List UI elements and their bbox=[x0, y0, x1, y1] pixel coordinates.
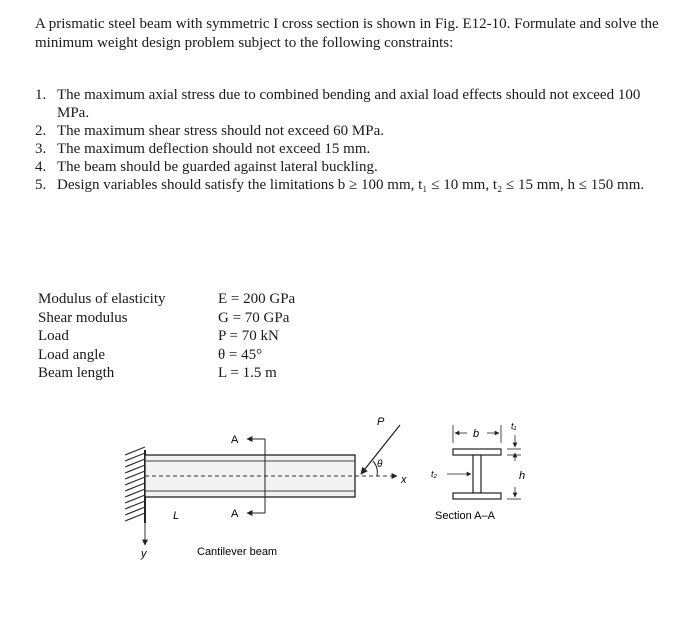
property-row bbox=[38, 346, 295, 365]
property-row bbox=[38, 290, 295, 309]
constraint-number: 4. bbox=[35, 159, 47, 175]
dim-t1-label: t₁ bbox=[511, 421, 517, 431]
property-label: Beam length bbox=[38, 365, 115, 381]
constraint-number: 2. bbox=[35, 123, 47, 139]
constraint-text: The beam should be guarded against lateral buckling. bbox=[57, 159, 378, 175]
constraints-list bbox=[35, 86, 675, 194]
property-value: θ = 45° bbox=[218, 346, 263, 363]
caption-section: Section A–A bbox=[435, 510, 495, 522]
property-label: Modulus of elasticity bbox=[38, 291, 166, 307]
fixed-wall bbox=[123, 447, 145, 523]
problem-intro: A prismatic steel beam with symmetric I cross section is shown in Fig. E12-10. Formulate and solve the minimum weight design problem subject to the following constraints: bbox=[35, 16, 659, 51]
property-label: Load bbox=[38, 328, 69, 344]
y-axis-label: y bbox=[141, 548, 147, 560]
property-value: E = 200 GPa bbox=[218, 291, 296, 307]
constraint-text: The maximum deflection should not exceed 15 mm. bbox=[57, 141, 371, 157]
constraint-item bbox=[35, 86, 675, 122]
property-value: P = 70 kN bbox=[218, 328, 279, 344]
dim-b-label: b bbox=[473, 428, 480, 440]
constraint-number: 5. bbox=[35, 177, 47, 193]
section-label-top: A bbox=[231, 434, 239, 446]
section-label-bottom: A bbox=[231, 508, 239, 520]
angle-label: θ bbox=[377, 459, 383, 470]
constraint-text: Design variables should satisfy the limitations b ≥ 100 mm, t₁ ≤ 10 mm, t₂ ≤ 15 mm, h ≤ 150 mm. bbox=[57, 177, 645, 193]
constraint-item bbox=[35, 158, 675, 176]
beam-figure bbox=[115, 395, 585, 605]
dim-t2-label: t₂ bbox=[431, 469, 437, 479]
constraint-item bbox=[35, 122, 675, 140]
constraint-number: 3. bbox=[35, 141, 47, 157]
constraint-item bbox=[35, 140, 675, 158]
x-axis-label: x bbox=[401, 474, 407, 486]
constraint-text: The maximum axial stress due to combined bending and axial load effects should not exceed 100 MPa. bbox=[57, 87, 641, 121]
constraint-number: 1. bbox=[35, 87, 47, 103]
constraint-text: The maximum shear stress should not exceed 60 MPa. bbox=[57, 123, 385, 139]
property-row bbox=[38, 327, 295, 346]
property-label: Load angle bbox=[38, 346, 106, 363]
property-row bbox=[38, 364, 295, 383]
constraint-item bbox=[35, 176, 675, 194]
property-value: L = 1.5 m bbox=[218, 365, 277, 381]
property-value: G = 70 GPa bbox=[218, 309, 290, 326]
property-label: Shear modulus bbox=[38, 309, 128, 326]
material-properties-table bbox=[38, 290, 295, 383]
caption-cantilever: Cantilever beam bbox=[197, 546, 278, 558]
length-label: L bbox=[173, 510, 180, 522]
dim-h-label: h bbox=[519, 470, 526, 482]
load-label: P bbox=[377, 416, 385, 428]
property-row bbox=[38, 309, 295, 328]
